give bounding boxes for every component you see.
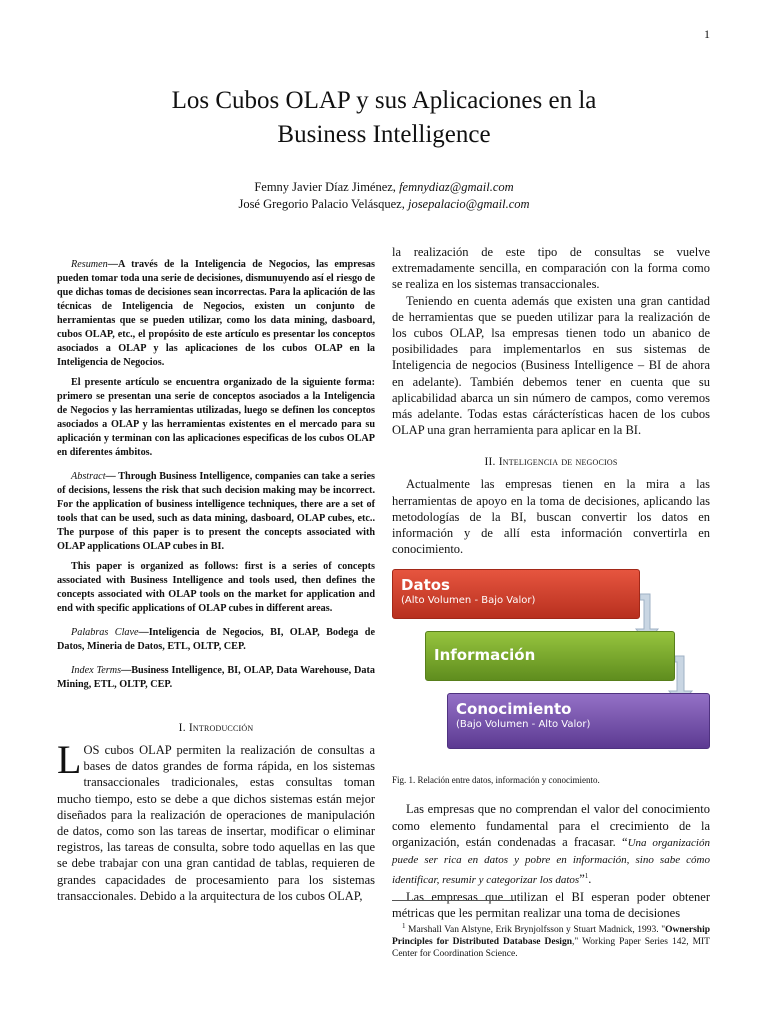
index-terms-text: —Business Intelligence, BI, OLAP, Data Warehouse, Data Mining, ETL, OLTP, CEP. [57,665,375,690]
p4-end: . [588,872,592,887]
right-paragraph-3: Actualmente las empresas tienen en la mira a las herramientas de apoyo en la toma de decisiones, aplicando las metodologías de la BI, buscan convertir los datos en información y de allí esta información convertirla en conocimiento. [392,477,710,557]
footnote-text-1: Marshall Van Alstyne, Erik Brynjolfsson y Stuart Madnick, 1993. " [405,925,666,936]
left-column [57,258,375,904]
conocimiento-subtitle: (Bajo Volumen - Alto Valor) [456,719,591,731]
title-line-2: Business Intelligence [277,121,491,148]
figure-caption: Fig. 1. Relación entre datos, información y conocimiento. [392,775,600,786]
palabras-clave [57,626,375,654]
authors [0,179,768,213]
resumen-lead: Resumen [71,259,108,270]
section-heading-introduccion [57,722,375,734]
datos-subtitle: (Alto Volumen - Bajo Valor) [401,595,536,607]
author-1 [0,179,768,196]
page-number: 1 [704,27,710,41]
intro-paragraph [57,737,375,904]
conocimiento-title: Conocimiento [456,700,572,719]
author-2-name: José Gregorio Palacio Velásquez, [238,197,408,211]
resumen-paragraph-2: El presente artículo se encuentra organizado de la siguiente forma: primero se presentan una serie de conceptos asociados a la Inteligencia de Negocios y las herramientas utilizadas, luego se definen los conceptos asociados a OLAP y las herramientas existentes en el mercado para su aplicación y terminan con las aplicaciones especificas de los cubos OLAP en diferentes ámbitos. [57,377,375,458]
abstract-lead: Abstract [71,471,106,482]
right-paragraph-2: Teniendo en cuenta además que existen una gran cantidad de herramientas que se pueden utilizar para la realización de los cubos OLAP, lsa empresas tienen todo un abanico de posibilidades para implementarlos en sus sistemas de Inteligencia de negocios (Business Intelligence – BI de ahora en adelante). También debemos tener en cuenta que su aplicabilidad abarca un sin número de campos, como veremos más adelante. Todas estas cárácterísticas hacen de los cubos OLAP una gran herramienta para aplicar en la BI. [392,293,710,438]
informacion-title: Información [434,646,536,665]
palabras-clave-lead: Palabras Clave [71,627,139,638]
datos-box [392,569,640,619]
right-column [392,244,710,921]
section-heading-inteligencia [392,456,710,468]
footnote-number: 1 [402,922,406,930]
right-paragraph-4 [392,801,710,888]
footnote-divider [392,900,512,901]
footnote [392,920,710,960]
author-2-email: josepalacio@gmail.com [407,197,530,211]
intro-text: OS cubos OLAP permiten la realización de consultas a bases de datos grandes de forma rápida, en los sistemas transaccionales tradicionales, estas consultas toman mucho tiempo, esto se debe a que dichos sistemas están mejor diseñados para la realización de operaciones de manipulación de datos, como son las tareas de insertar, modificar o eliminar registros, las tareas de consulta, sobre todo aquellas en las que se debe trabajar con una gran cantidad de tablas, requieren de grandes capacidades de procesamiento para los sistemas transaccionales. Debido a la arquitectura de los cubos OLAP, [57,743,375,903]
footnote-text-2: ," Working Paper Series 142, MIT Center for Coordination Science. [392,937,710,960]
abstract-paragraph-2: This paper is organized as follows: first is a series of concepts associated with Business Intelligence and tools used, then defines the concepts associated with OLAP tools on the market for application and end with specific applications of OLAP cubes in different areas. [57,561,375,614]
title-line-1: Los Cubos OLAP y sus Aplicaciones en la [171,87,597,114]
right-paragraph-5: Las empresas que utilizan el BI esperan poder obtener métricas que les permitan realizar una toma de decisiones [392,889,710,920]
resumen-paragraph [57,258,375,370]
index-terms-lead: Index Terms [71,665,122,676]
paper-title [0,84,768,152]
footnote-title: Ownership Principles for Distributed Database Design [392,925,710,948]
author-2 [0,196,768,213]
author-1-email: femnydiaz@gmail.com [399,180,514,194]
right-paragraph-1: la realización de este tipo de consultas se vuelve extremadamente sencilla, en comparación con la forma como se realiza en los sistemas transaccionales. [392,245,710,292]
section-2-number: II. [484,456,499,469]
drop-cap: L [57,737,82,782]
abstract-paragraph [57,470,375,554]
footnote-ref: 1 [584,872,589,881]
section-1-number: I. [178,722,189,734]
p4-close-quote: ” [579,872,585,887]
resumen-text: —A través de la Inteligencia de Negocios, las empresas pueden tomar toda una serie de decisiones, dismunuyendo así el riesgo de que dichas tomas de decisiones sean incorrectas. Para la aplicación de las técnicas de Inteligencia de Negocios, existen un conjunto de herramientas que se pueden utilizar, como los data mining, dasboard, cubos OLAP, etc., el propósito de este artículo es presentar los conceptos asociados a OLAP y las aplicaciones de los cubos OLAP en la Inteligencia de Negocios. [57,259,375,368]
dik-diagram [392,569,710,769]
palabras-clave-text: —Inteligencia de Negocios, BI, OLAP, Bodega de Datos, Mineria de Datos, ETL, OLTP, CEP. [57,627,375,652]
conocimiento-box [447,693,710,749]
p4-quote: Una organización puede ser rica en datos y pobre en información, sino sabe cómo identificar, resumir y categorizar los datos [392,836,710,887]
section-2-title: Inteligencia de negocios [498,456,618,469]
datos-title: Datos [401,576,450,595]
author-1-name: Femny Javier Díaz Jiménez, [254,180,400,194]
abstract-text: — Through Business Intelligence, companies can take a series of decisions, lessens the risk that such decision making may be incorrect. For the application of business intelligence techniques, there are a set of tools that can be used, such as data mining, dasboard, OLAP cubes, etc.. The purpose of this paper is to present the concepts associated with OLAP applications OLAP cubes in BI. [57,471,375,552]
p4-text: Las empresas que no comprendan el valor del conocimiento como elemento fundamental para el crecimiento de la organización, están condenadas a fracasar. “ [392,802,710,849]
informacion-box [425,631,675,681]
section-1-title: Introducción [188,722,254,734]
index-terms [57,664,375,692]
